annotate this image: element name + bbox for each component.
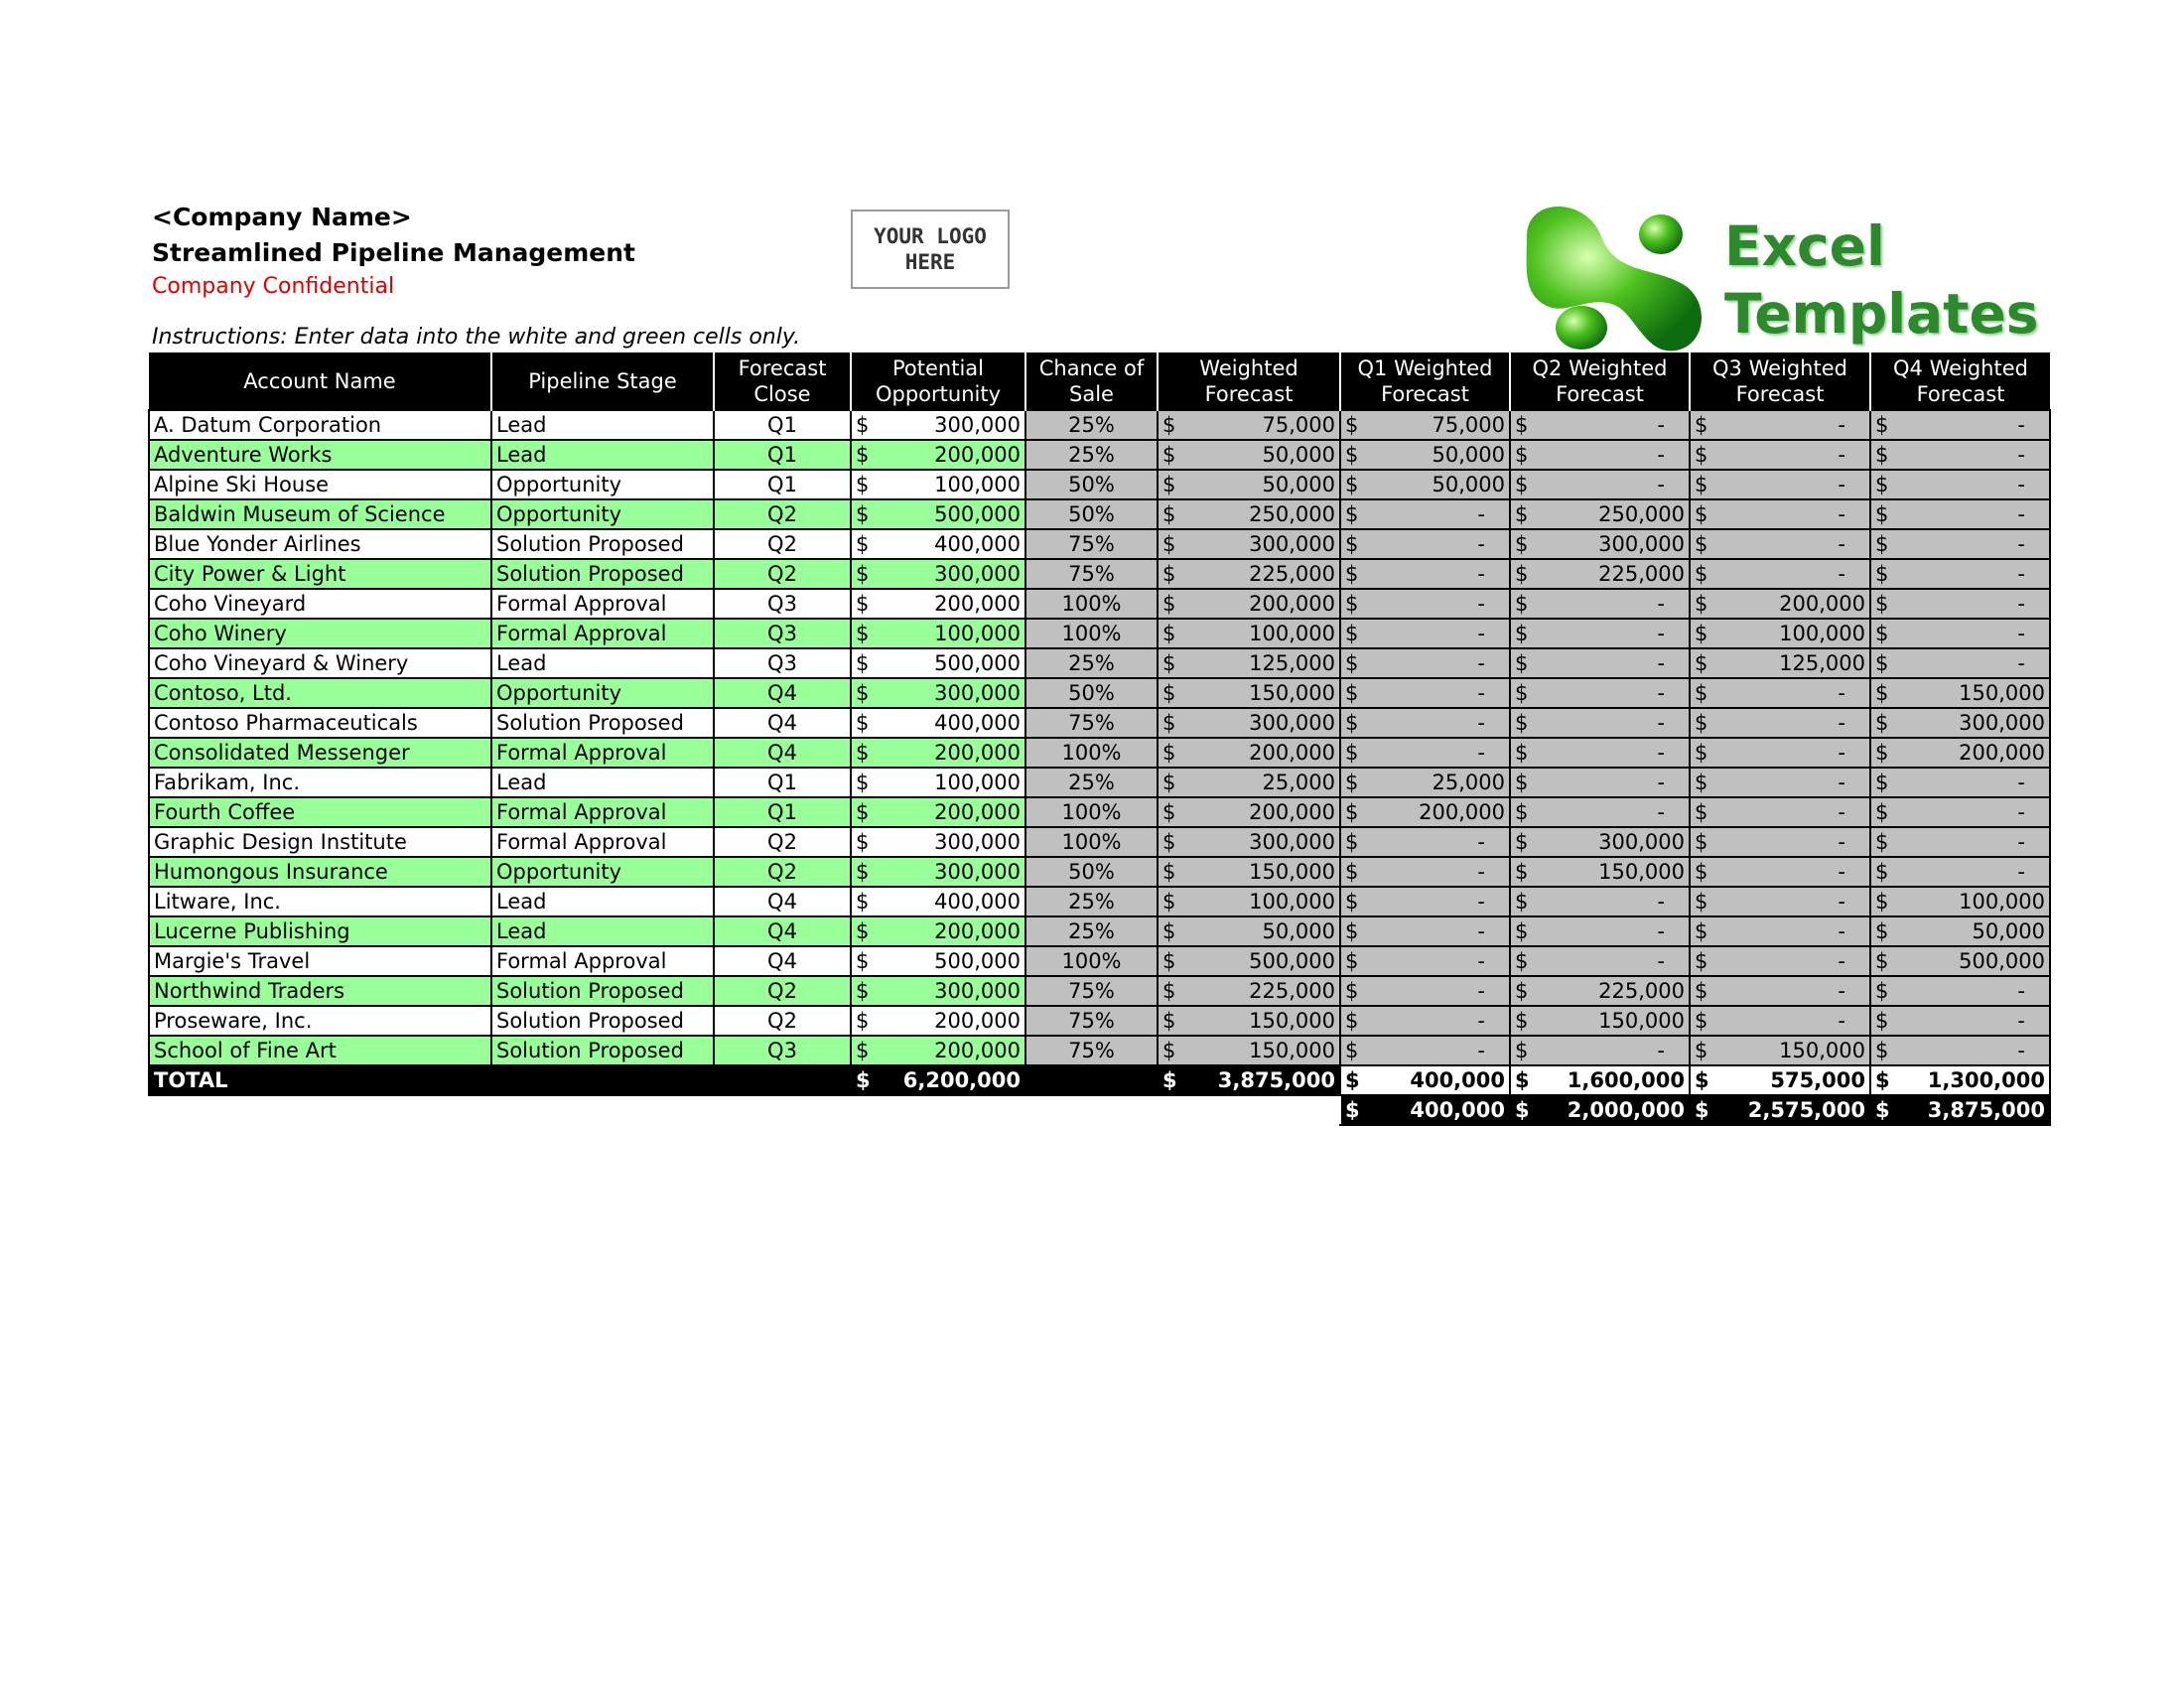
q1-weighted-cell: $ - [1340, 589, 1510, 619]
q3-weighted-cell: $ - [1690, 470, 1870, 499]
pipeline-table [148, 352, 2051, 1126]
q1-weighted-cell: $ - [1340, 857, 1510, 887]
weighted-forecast-cell: $ 50,000 [1158, 916, 1340, 946]
forecast-close-cell[interactable]: Q2 [714, 499, 851, 529]
forecast-close-cell[interactable]: Q2 [714, 1006, 851, 1036]
potential-opportunity-cell[interactable]: $ 100,000 [851, 619, 1025, 648]
q3-weighted-cell: $ - [1690, 440, 1870, 470]
cumulative-q1: $ 400,000 [1340, 1095, 1510, 1125]
col-q2-weighted: Q2 Weighted Forecast [1510, 352, 1690, 410]
q4-weighted-cell: $ - [1870, 976, 2050, 1006]
col-account-name: Account Name [149, 352, 491, 410]
forecast-close-cell[interactable]: Q1 [714, 797, 851, 827]
table-row [149, 589, 2050, 619]
table-row [149, 768, 2050, 797]
account-name-cell[interactable]: Coho Winery [149, 619, 491, 648]
account-name-cell[interactable]: City Power & Light [149, 559, 491, 589]
q4-weighted-cell: $ - [1870, 768, 2050, 797]
pipeline-stage-cell[interactable]: Solution Proposed [491, 976, 714, 1006]
potential-opportunity-cell[interactable]: $ 300,000 [851, 410, 1025, 440]
table-row [149, 916, 2050, 946]
pipeline-stage-cell[interactable]: Lead [491, 440, 714, 470]
logo-placeholder-text: YOUR LOGO HERE [874, 224, 987, 274]
total-q1: $ 400,000 [1340, 1065, 1510, 1095]
q1-weighted-cell: $ - [1340, 916, 1510, 946]
q3-weighted-cell: $ - [1690, 946, 1870, 976]
account-name-cell[interactable]: Contoso, Ltd. [149, 678, 491, 708]
q4-weighted-cell: $ - [1870, 470, 2050, 499]
account-name-cell[interactable]: Alpine Ski House [149, 470, 491, 499]
weighted-forecast-cell: $ 150,000 [1158, 678, 1340, 708]
q4-weighted-cell: $ - [1870, 1006, 2050, 1036]
weighted-forecast-cell: $ 75,000 [1158, 410, 1340, 440]
q4-weighted-cell: $ - [1870, 589, 2050, 619]
pipeline-stage-cell[interactable]: Solution Proposed [491, 559, 714, 589]
account-name-cell[interactable]: Blue Yonder Airlines [149, 529, 491, 559]
q2-weighted-cell: $ - [1510, 410, 1690, 440]
q1-weighted-cell: $ 50,000 [1340, 470, 1510, 499]
forecast-close-cell[interactable]: Q1 [714, 470, 851, 499]
chance-of-sale-cell: 100% [1025, 619, 1158, 648]
pipeline-stage-cell[interactable]: Lead [491, 648, 714, 678]
q4-weighted-cell: $ 50,000 [1870, 916, 2050, 946]
pipeline-stage-cell[interactable]: Opportunity [491, 857, 714, 887]
total-row [149, 1065, 2050, 1095]
potential-opportunity-cell[interactable]: $ 200,000 [851, 738, 1025, 768]
total-chance [1025, 1065, 1158, 1095]
forecast-close-cell[interactable]: Q4 [714, 887, 851, 916]
col-q1-weighted: Q1 Weighted Forecast [1340, 352, 1510, 410]
forecast-close-cell[interactable]: Q1 [714, 768, 851, 797]
table-header-row [149, 352, 2050, 410]
potential-opportunity-cell[interactable]: $ 500,000 [851, 648, 1025, 678]
q2-weighted-cell: $ - [1510, 440, 1690, 470]
cumulative-q2: $ 2,000,000 [1510, 1095, 1690, 1125]
forecast-close-cell[interactable]: Q2 [714, 559, 851, 589]
pipeline-stage-cell[interactable]: Solution Proposed [491, 1006, 714, 1036]
q1-weighted-cell: $ - [1340, 499, 1510, 529]
q3-weighted-cell: $ - [1690, 1006, 1870, 1036]
potential-opportunity-cell[interactable]: $ 100,000 [851, 470, 1025, 499]
forecast-close-cell[interactable]: Q2 [714, 827, 851, 857]
q3-weighted-cell: $ - [1690, 768, 1870, 797]
company-name: <Company Name> [152, 203, 412, 231]
q1-weighted-cell: $ - [1340, 1036, 1510, 1065]
pipeline-stage-cell[interactable]: Lead [491, 768, 714, 797]
account-name-cell[interactable]: Margie's Travel [149, 946, 491, 976]
chance-of-sale-cell: 25% [1025, 887, 1158, 916]
potential-opportunity-cell[interactable]: $ 200,000 [851, 589, 1025, 619]
q4-weighted-cell: $ - [1870, 857, 2050, 887]
table-row [149, 1036, 2050, 1065]
potential-opportunity-cell[interactable]: $ 200,000 [851, 440, 1025, 470]
forecast-close-cell[interactable]: Q1 [714, 410, 851, 440]
q4-weighted-cell: $ 200,000 [1870, 738, 2050, 768]
brand-line-2: Templates [1724, 282, 2039, 346]
instructions-text: Instructions: Enter data into the white and green cells only. [152, 325, 801, 350]
table-row [149, 529, 2050, 559]
forecast-close-cell[interactable]: Q2 [714, 529, 851, 559]
q1-weighted-cell: $ - [1340, 946, 1510, 976]
weighted-forecast-cell: $ 150,000 [1158, 1006, 1340, 1036]
potential-opportunity-cell[interactable]: $ 200,000 [851, 797, 1025, 827]
q3-weighted-cell: $ - [1690, 797, 1870, 827]
forecast-close-cell[interactable]: Q2 [714, 976, 851, 1006]
q4-weighted-cell: $ - [1870, 648, 2050, 678]
col-chance-of-sale: Chance of Sale [1025, 352, 1158, 410]
pipeline-stage-cell[interactable]: Solution Proposed [491, 1036, 714, 1065]
q3-weighted-cell: $ - [1690, 708, 1870, 738]
q3-weighted-cell: $ - [1690, 887, 1870, 916]
account-name-cell[interactable]: Lucerne Publishing [149, 916, 491, 946]
brand-text [1724, 212, 2039, 348]
q4-weighted-cell: $ 500,000 [1870, 946, 2050, 976]
table-row [149, 946, 2050, 976]
chance-of-sale-cell: 100% [1025, 946, 1158, 976]
q2-weighted-cell: $ 225,000 [1510, 976, 1690, 1006]
potential-opportunity-cell[interactable]: $ 200,000 [851, 1036, 1025, 1065]
potential-opportunity-cell[interactable]: $ 300,000 [851, 857, 1025, 887]
table-row [149, 559, 2050, 589]
q2-weighted-cell: $ 250,000 [1510, 499, 1690, 529]
forecast-close-cell[interactable]: Q4 [714, 678, 851, 708]
cumulative-q4: $ 3,875,000 [1870, 1095, 2050, 1125]
potential-opportunity-cell[interactable]: $ 200,000 [851, 916, 1025, 946]
q4-weighted-cell: $ - [1870, 619, 2050, 648]
weighted-forecast-cell: $ 25,000 [1158, 768, 1340, 797]
q2-weighted-cell: $ - [1510, 946, 1690, 976]
q2-weighted-cell: $ - [1510, 738, 1690, 768]
col-potential-opportunity: Potential Opportunity [851, 352, 1025, 410]
q4-weighted-cell: $ 150,000 [1870, 678, 2050, 708]
q1-weighted-cell: $ 50,000 [1340, 440, 1510, 470]
q4-weighted-cell: $ 300,000 [1870, 708, 2050, 738]
chance-of-sale-cell: 75% [1025, 976, 1158, 1006]
table-row [149, 499, 2050, 529]
account-name-cell[interactable]: Adventure Works [149, 440, 491, 470]
pipeline-stage-cell[interactable]: Formal Approval [491, 589, 714, 619]
q1-weighted-cell: $ 25,000 [1340, 768, 1510, 797]
account-name-cell[interactable]: Coho Vineyard [149, 589, 491, 619]
q1-weighted-cell: $ - [1340, 1006, 1510, 1036]
q1-weighted-cell: $ - [1340, 887, 1510, 916]
chance-of-sale-cell: 75% [1025, 529, 1158, 559]
q1-weighted-cell: $ - [1340, 827, 1510, 857]
total-potential: $ 6,200,000 [851, 1065, 1025, 1095]
chance-of-sale-cell: 25% [1025, 768, 1158, 797]
brand-line-1: Excel [1724, 214, 1885, 278]
potential-opportunity-cell[interactable]: $ 100,000 [851, 768, 1025, 797]
pipeline-stage-cell[interactable]: Opportunity [491, 499, 714, 529]
q4-weighted-cell: $ - [1870, 529, 2050, 559]
potential-opportunity-cell[interactable]: $ 400,000 [851, 887, 1025, 916]
account-name-cell[interactable]: Humongous Insurance [149, 857, 491, 887]
pipeline-stage-cell[interactable]: Lead [491, 916, 714, 946]
q4-weighted-cell: $ - [1870, 797, 2050, 827]
pipeline-stage-cell[interactable]: Solution Proposed [491, 529, 714, 559]
forecast-close-cell[interactable]: Q3 [714, 619, 851, 648]
q2-weighted-cell: $ - [1510, 797, 1690, 827]
chance-of-sale-cell: 25% [1025, 440, 1158, 470]
potential-opportunity-cell[interactable]: $ 500,000 [851, 499, 1025, 529]
weighted-forecast-cell: $ 50,000 [1158, 470, 1340, 499]
weighted-forecast-cell: $ 300,000 [1158, 708, 1340, 738]
forecast-close-cell[interactable]: Q3 [714, 1036, 851, 1065]
weighted-forecast-cell: $ 300,000 [1158, 529, 1340, 559]
weighted-forecast-cell: $ 100,000 [1158, 619, 1340, 648]
q3-weighted-cell: $ - [1690, 738, 1870, 768]
total-q3: $ 575,000 [1690, 1065, 1870, 1095]
q2-weighted-cell: $ - [1510, 887, 1690, 916]
potential-opportunity-cell[interactable]: $ 300,000 [851, 559, 1025, 589]
q2-weighted-cell: $ 225,000 [1510, 559, 1690, 589]
forecast-close-cell[interactable]: Q4 [714, 916, 851, 946]
confidential-label: Company Confidential [152, 274, 395, 299]
chance-of-sale-cell: 75% [1025, 559, 1158, 589]
weighted-forecast-cell: $ 500,000 [1158, 946, 1340, 976]
table-row [149, 708, 2050, 738]
pipeline-stage-cell[interactable]: Lead [491, 887, 714, 916]
weighted-forecast-cell: $ 200,000 [1158, 738, 1340, 768]
chance-of-sale-cell: 50% [1025, 470, 1158, 499]
q1-weighted-cell: $ - [1340, 738, 1510, 768]
pipeline-stage-cell[interactable]: Formal Approval [491, 619, 714, 648]
account-name-cell[interactable]: Graphic Design Institute [149, 827, 491, 857]
q2-weighted-cell: $ 150,000 [1510, 1006, 1690, 1036]
q4-weighted-cell: $ - [1870, 1036, 2050, 1065]
weighted-forecast-cell: $ 225,000 [1158, 559, 1340, 589]
account-name-cell[interactable]: Proseware, Inc. [149, 1006, 491, 1036]
weighted-forecast-cell: $ 200,000 [1158, 589, 1340, 619]
account-name-cell[interactable]: Baldwin Museum of Science [149, 499, 491, 529]
total-weighted: $ 3,875,000 [1158, 1065, 1340, 1095]
q2-weighted-cell: $ - [1510, 619, 1690, 648]
q3-weighted-cell: $ 125,000 [1690, 648, 1870, 678]
weighted-forecast-cell: $ 100,000 [1158, 887, 1340, 916]
potential-opportunity-cell[interactable]: $ 200,000 [851, 1006, 1025, 1036]
chance-of-sale-cell: 100% [1025, 827, 1158, 857]
total-q4: $ 1,300,000 [1870, 1065, 2050, 1095]
q3-weighted-cell: $ - [1690, 857, 1870, 887]
q2-weighted-cell: $ 300,000 [1510, 529, 1690, 559]
q3-weighted-cell: $ 150,000 [1690, 1036, 1870, 1065]
pipeline-stage-cell[interactable]: Lead [491, 410, 714, 440]
col-q3-weighted: Q3 Weighted Forecast [1690, 352, 1870, 410]
weighted-forecast-cell: $ 150,000 [1158, 857, 1340, 887]
forecast-close-cell[interactable]: Q4 [714, 946, 851, 976]
chance-of-sale-cell: 75% [1025, 708, 1158, 738]
pipeline-stage-cell[interactable]: Formal Approval [491, 946, 714, 976]
pipeline-stage-cell[interactable]: Opportunity [491, 470, 714, 499]
weighted-forecast-cell: $ 50,000 [1158, 440, 1340, 470]
table-row [149, 827, 2050, 857]
account-name-cell[interactable]: Contoso Pharmaceuticals [149, 708, 491, 738]
q1-weighted-cell: $ - [1340, 648, 1510, 678]
account-name-cell[interactable]: Coho Vineyard & Winery [149, 648, 491, 678]
cumulative-q3: $ 2,575,000 [1690, 1095, 1870, 1125]
table-row [149, 976, 2050, 1006]
q3-weighted-cell: $ - [1690, 916, 1870, 946]
table-row [149, 887, 2050, 916]
table-row [149, 470, 2050, 499]
q3-weighted-cell: $ - [1690, 499, 1870, 529]
page-title: Streamlined Pipeline Management [152, 238, 636, 267]
q2-weighted-cell: $ - [1510, 916, 1690, 946]
forecast-close-cell[interactable]: Q2 [714, 857, 851, 887]
chance-of-sale-cell: 75% [1025, 1036, 1158, 1065]
account-name-cell[interactable]: Litware, Inc. [149, 887, 491, 916]
q3-weighted-cell: $ - [1690, 827, 1870, 857]
pipeline-stage-cell[interactable]: Formal Approval [491, 827, 714, 857]
chance-of-sale-cell: 100% [1025, 797, 1158, 827]
q2-weighted-cell: $ - [1510, 648, 1690, 678]
pipeline-stage-cell[interactable]: Opportunity [491, 678, 714, 708]
q1-weighted-cell: $ 75,000 [1340, 410, 1510, 440]
q2-weighted-cell: $ 150,000 [1510, 857, 1690, 887]
weighted-forecast-cell: $ 250,000 [1158, 499, 1340, 529]
q3-weighted-cell: $ - [1690, 529, 1870, 559]
q1-weighted-cell: $ - [1340, 976, 1510, 1006]
col-q4-weighted: Q4 Weighted Forecast [1870, 352, 2050, 410]
weighted-forecast-cell: $ 125,000 [1158, 648, 1340, 678]
cumulative-row [149, 1095, 2050, 1125]
weighted-forecast-cell: $ 225,000 [1158, 976, 1340, 1006]
potential-opportunity-cell[interactable]: $ 300,000 [851, 827, 1025, 857]
chance-of-sale-cell: 25% [1025, 410, 1158, 440]
q3-weighted-cell: $ - [1690, 410, 1870, 440]
account-name-cell[interactable]: Consolidated Messenger [149, 738, 491, 768]
q2-weighted-cell: $ - [1510, 768, 1690, 797]
col-pipeline-stage: Pipeline Stage [491, 352, 714, 410]
forecast-close-cell[interactable]: Q4 [714, 708, 851, 738]
q4-weighted-cell: $ - [1870, 827, 2050, 857]
q1-weighted-cell: $ 200,000 [1340, 797, 1510, 827]
potential-opportunity-cell[interactable]: $ 400,000 [851, 529, 1025, 559]
weighted-forecast-cell: $ 300,000 [1158, 827, 1340, 857]
q3-weighted-cell: $ - [1690, 976, 1870, 1006]
table-row [149, 410, 2050, 440]
total-label: TOTAL [149, 1065, 851, 1095]
pipeline-stage-cell[interactable]: Formal Approval [491, 738, 714, 768]
potential-opportunity-cell[interactable]: $ 500,000 [851, 946, 1025, 976]
q2-weighted-cell: $ - [1510, 708, 1690, 738]
q2-weighted-cell: $ - [1510, 589, 1690, 619]
table-row [149, 1006, 2050, 1036]
table-row [149, 678, 2050, 708]
pipeline-stage-cell[interactable]: Solution Proposed [491, 708, 714, 738]
q4-weighted-cell: $ 100,000 [1870, 887, 2050, 916]
col-weighted-forecast: Weighted Forecast [1158, 352, 1340, 410]
q2-weighted-cell: $ - [1510, 470, 1690, 499]
pipeline-stage-cell[interactable]: Formal Approval [491, 797, 714, 827]
q2-weighted-cell: $ - [1510, 678, 1690, 708]
chance-of-sale-cell: 50% [1025, 678, 1158, 708]
q1-weighted-cell: $ - [1340, 619, 1510, 648]
logo-placeholder [851, 210, 1010, 289]
q1-weighted-cell: $ - [1340, 559, 1510, 589]
chance-of-sale-cell: 100% [1025, 589, 1158, 619]
chance-of-sale-cell: 25% [1025, 648, 1158, 678]
total-q2: $ 1,600,000 [1510, 1065, 1690, 1095]
q2-weighted-cell: $ - [1510, 1036, 1690, 1065]
table-row [149, 619, 2050, 648]
q1-weighted-cell: $ - [1340, 678, 1510, 708]
weighted-forecast-cell: $ 150,000 [1158, 1036, 1340, 1065]
forecast-close-cell[interactable]: Q4 [714, 738, 851, 768]
account-name-cell[interactable]: Fourth Coffee [149, 797, 491, 827]
chance-of-sale-cell: 50% [1025, 499, 1158, 529]
q1-weighted-cell: $ - [1340, 708, 1510, 738]
q4-weighted-cell: $ - [1870, 499, 2050, 529]
chance-of-sale-cell: 100% [1025, 738, 1158, 768]
potential-opportunity-cell[interactable]: $ 300,000 [851, 678, 1025, 708]
q3-weighted-cell: $ 200,000 [1690, 589, 1870, 619]
q1-weighted-cell: $ - [1340, 529, 1510, 559]
potential-opportunity-cell[interactable]: $ 400,000 [851, 708, 1025, 738]
weighted-forecast-cell: $ 200,000 [1158, 797, 1340, 827]
forecast-close-cell[interactable]: Q3 [714, 589, 851, 619]
forecast-close-cell[interactable]: Q3 [714, 648, 851, 678]
forecast-close-cell[interactable]: Q1 [714, 440, 851, 470]
account-name-cell[interactable]: A. Datum Corporation [149, 410, 491, 440]
table-row [149, 797, 2050, 827]
account-name-cell[interactable]: Northwind Traders [149, 976, 491, 1006]
q3-weighted-cell: $ 100,000 [1690, 619, 1870, 648]
table-row [149, 440, 2050, 470]
chance-of-sale-cell: 50% [1025, 857, 1158, 887]
table-row [149, 738, 2050, 768]
col-forecast-close: Forecast Close [714, 352, 851, 410]
chance-of-sale-cell: 75% [1025, 1006, 1158, 1036]
account-name-cell[interactable]: Fabrikam, Inc. [149, 768, 491, 797]
table-row [149, 648, 2050, 678]
chance-of-sale-cell: 25% [1025, 916, 1158, 946]
q3-weighted-cell: $ - [1690, 678, 1870, 708]
potential-opportunity-cell[interactable]: $ 300,000 [851, 976, 1025, 1006]
q4-weighted-cell: $ - [1870, 440, 2050, 470]
q4-weighted-cell: $ - [1870, 410, 2050, 440]
q4-weighted-cell: $ - [1870, 559, 2050, 589]
table-row [149, 857, 2050, 887]
q3-weighted-cell: $ - [1690, 559, 1870, 589]
q2-weighted-cell: $ 300,000 [1510, 827, 1690, 857]
account-name-cell[interactable]: School of Fine Art [149, 1036, 491, 1065]
